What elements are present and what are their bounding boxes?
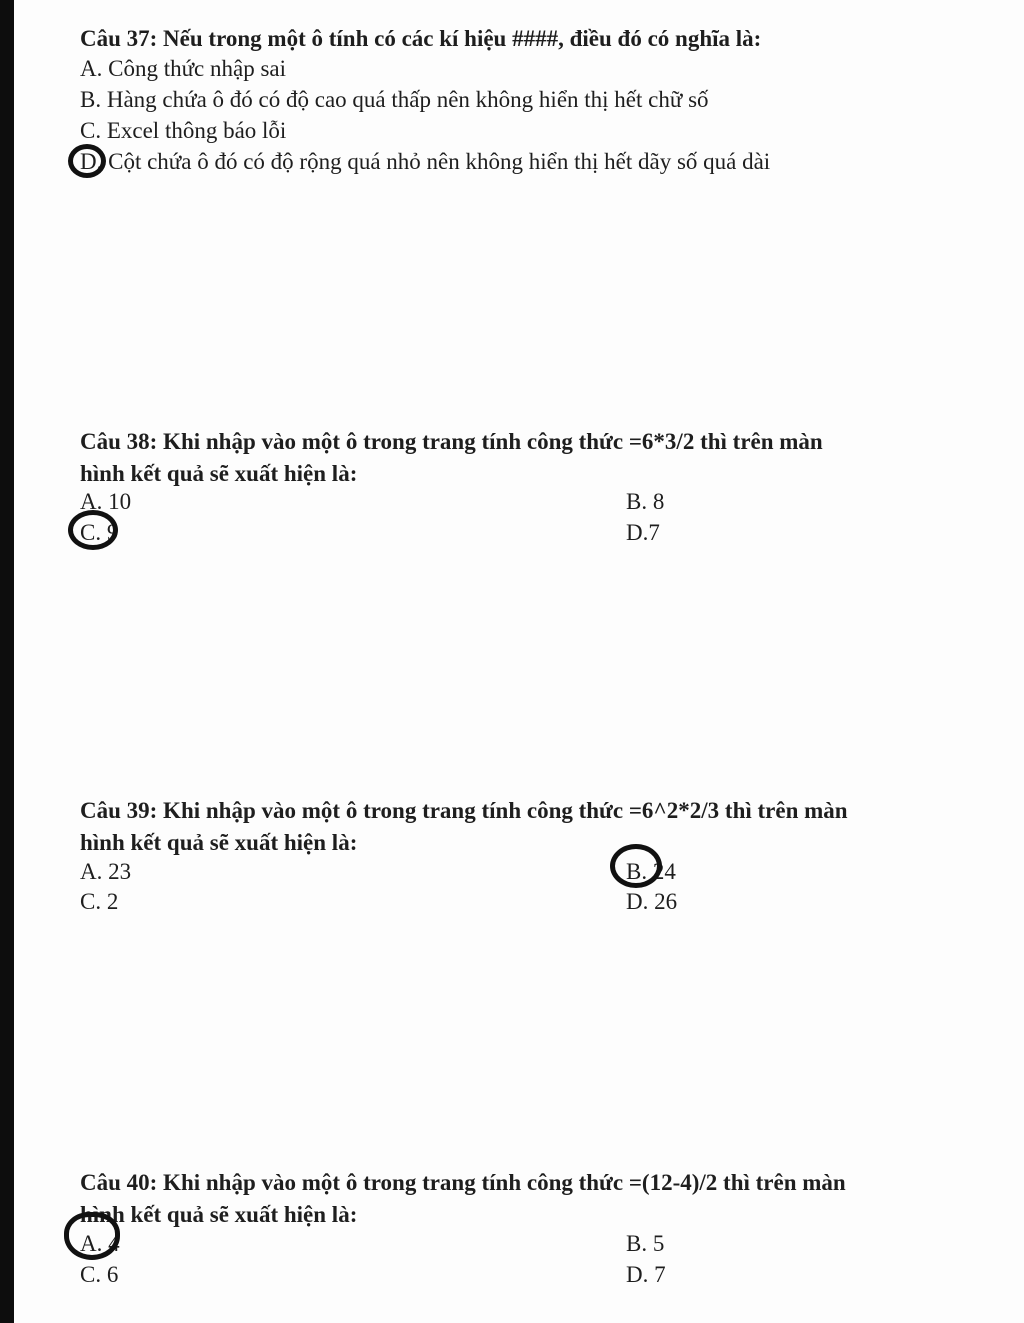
question-38-stem-line1: Câu 38: Khi nhập vào một ô trong trang tính công thức =6*3/2 thì trên màn [80, 429, 823, 454]
question-39-option-b: B. 24 [626, 859, 676, 884]
answer-circle-mark-39 [610, 844, 662, 888]
answer-circle-mark-38 [68, 510, 118, 550]
question-39-option-c: C. 2 [80, 889, 119, 914]
answer-circle-mark-40 [64, 1212, 120, 1260]
question-37-option-a: A. Công thức nhập sai [80, 56, 287, 81]
question-37-option-b: B. Hàng chứa ô đó có độ cao quá thấp nên không hiển thị hết chữ số [80, 87, 709, 112]
question-38-option-c: C. 9 [80, 520, 119, 545]
question-40-option-a: A. 4 [80, 1231, 120, 1256]
question-40-option-b: B. 5 [626, 1231, 665, 1256]
question-37-stem: Câu 37: Nếu trong một ô tính có các kí hiệu ####, điều đó có nghĩa là: [80, 26, 762, 51]
answer-circle-mark-37 [68, 144, 106, 178]
question-40-option-c: C. 6 [80, 1262, 119, 1287]
question-40-option-d: D. 7 [626, 1262, 666, 1287]
question-38-option-d: D.7 [626, 520, 660, 545]
left-edge-shadow [0, 0, 14, 1323]
question-40-stem-line1: Câu 40: Khi nhập vào một ô trong trang tính công thức =(12-4)/2 thì trên màn [80, 1170, 846, 1195]
question-40-stem-line2: hình kết quả sẽ xuất hiện là: [80, 1202, 358, 1227]
question-38-stem-line2: hình kết quả sẽ xuất hiện là: [80, 461, 358, 486]
question-39-stem-line2: hình kết quả sẽ xuất hiện là: [80, 830, 358, 855]
question-39-option-a: A. 23 [80, 859, 132, 884]
question-38-option-b: B. 8 [626, 489, 665, 514]
question-38-option-a: A. 10 [80, 489, 132, 514]
document-page [14, 0, 1024, 1323]
question-39-stem-line1: Câu 39: Khi nhập vào một ô trong trang tính công thức =6^2*2/3 thì trên màn [80, 798, 848, 823]
question-39-option-d: D. 26 [626, 889, 678, 914]
question-37-option-c: C. Excel thông báo lỗi [80, 118, 287, 143]
question-37-option-d: D. Cột chứa ô đó có độ rộng quá nhỏ nên không hiển thị hết dãy số quá dài [80, 149, 771, 174]
